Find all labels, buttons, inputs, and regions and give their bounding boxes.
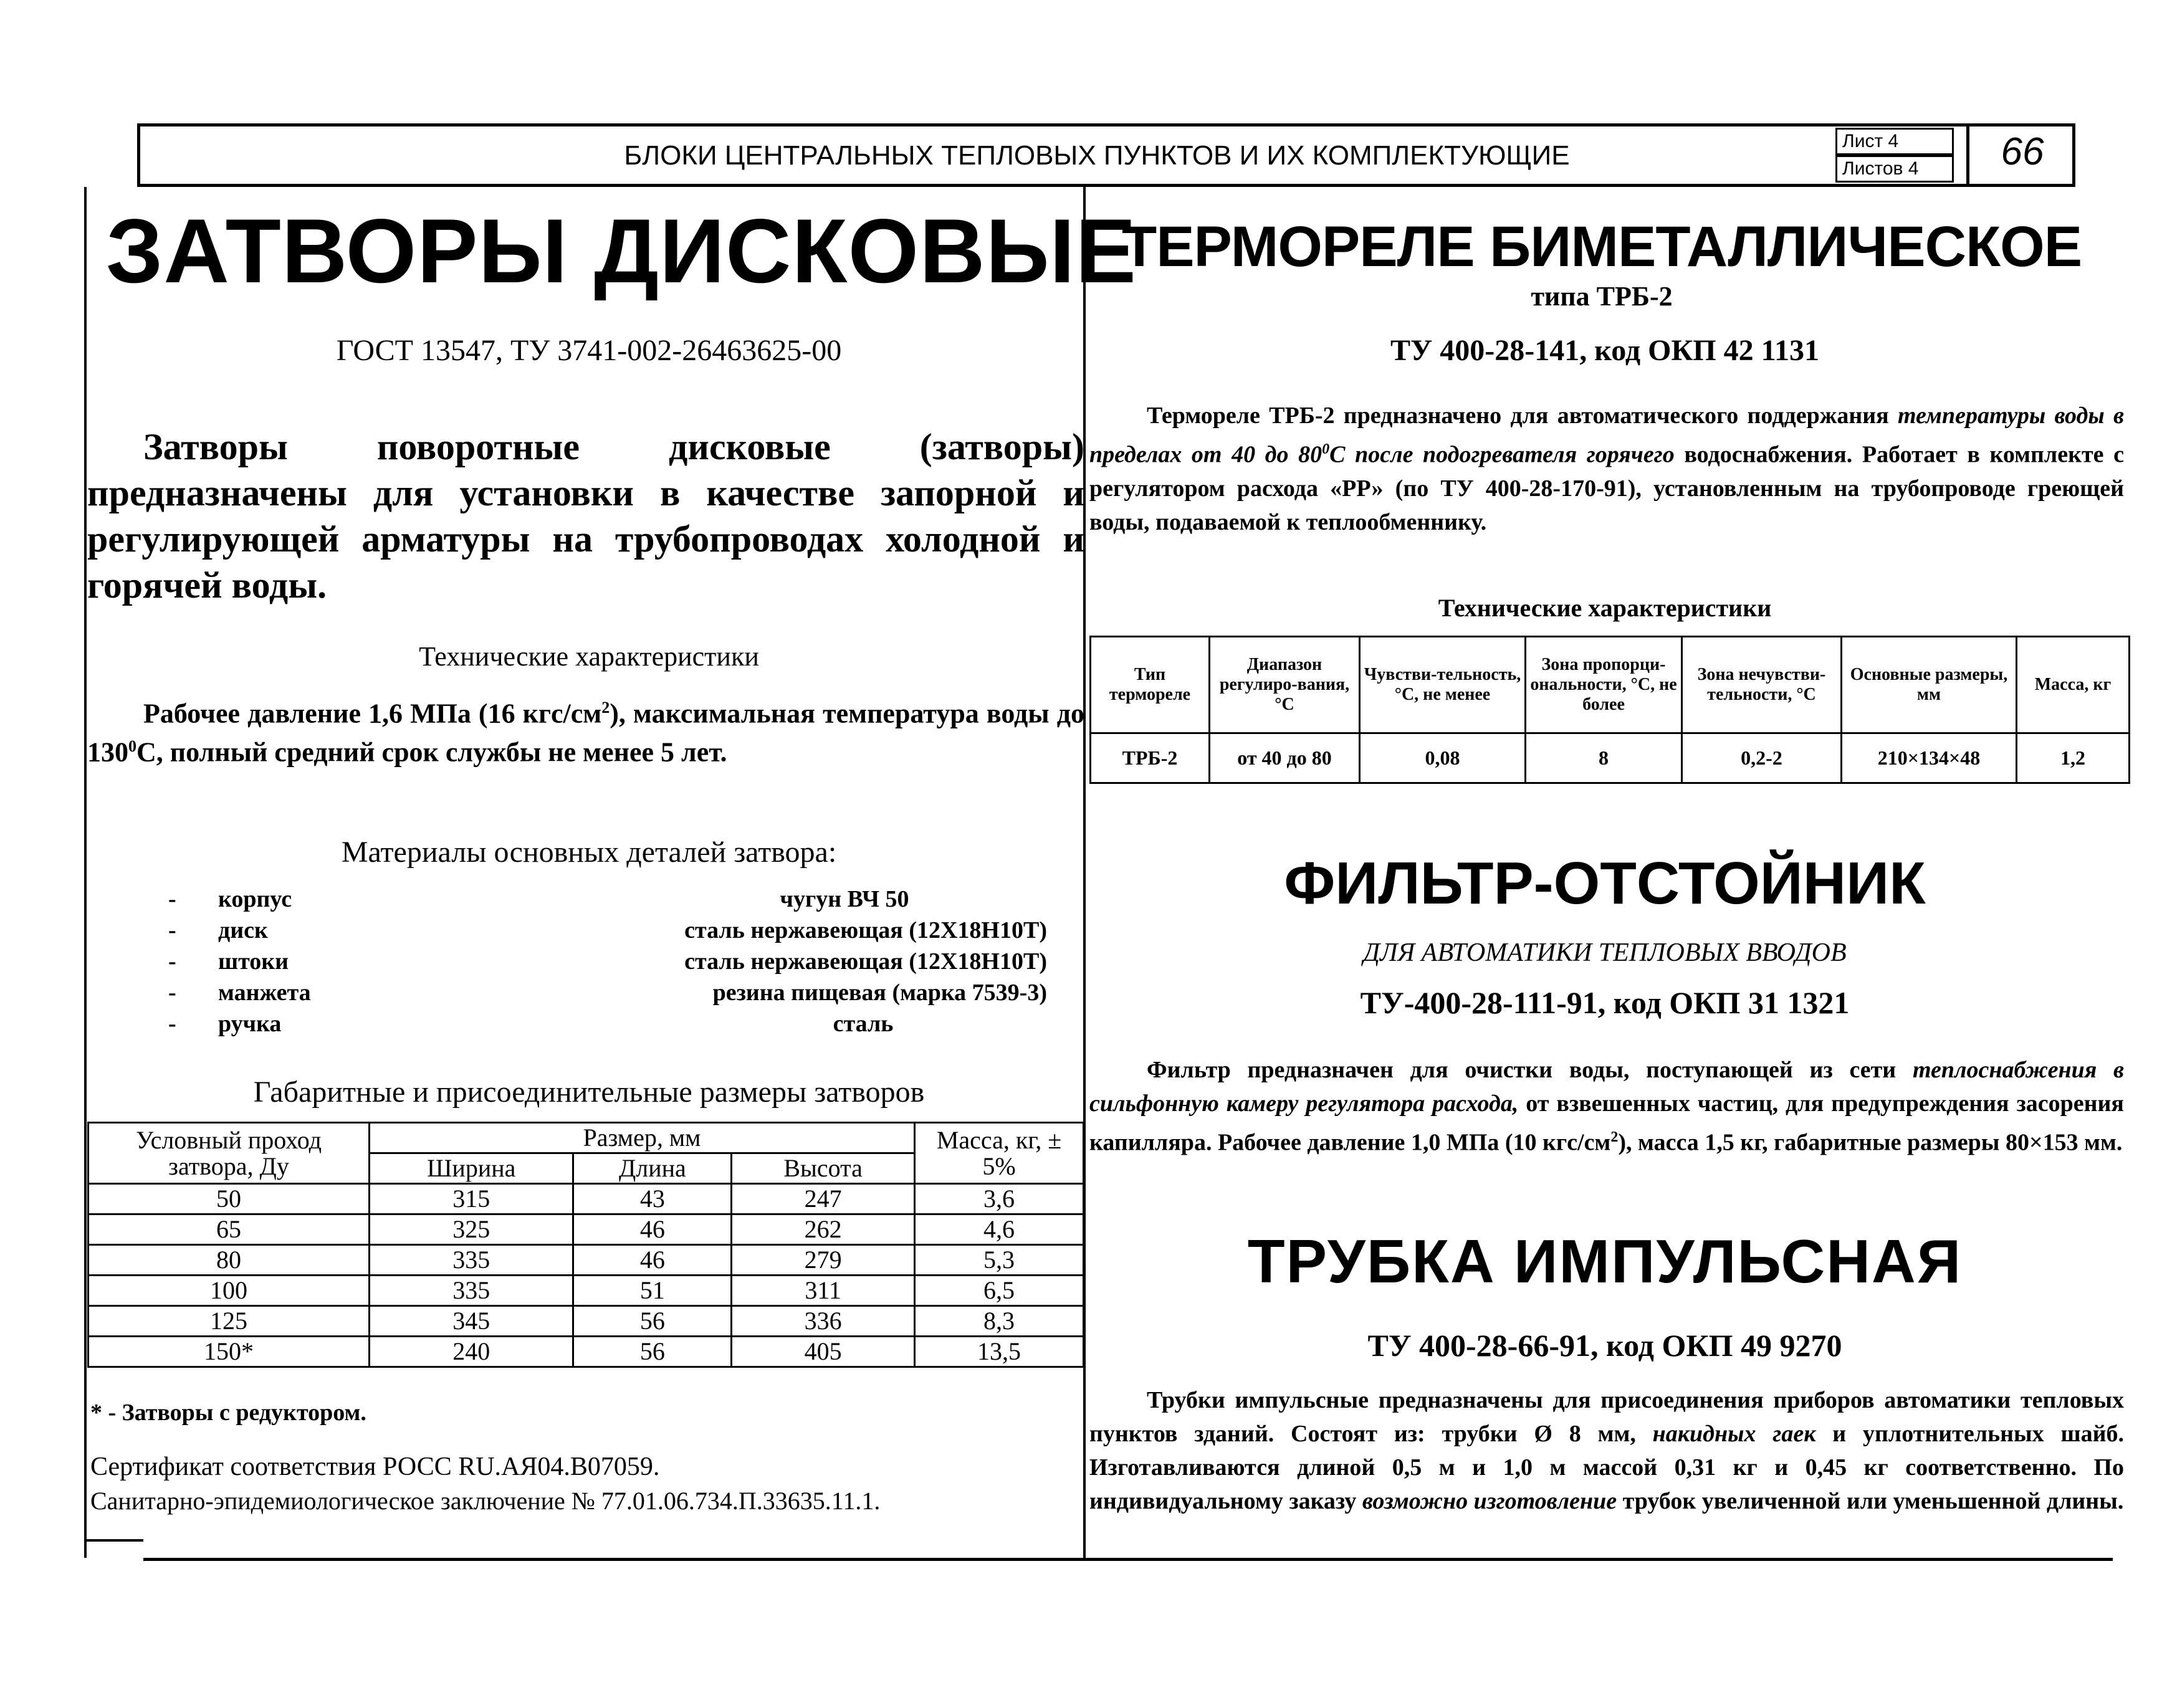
table-cell: 0,08 (1360, 733, 1526, 783)
material-value: резина пищевая (марка 7539-3) (712, 980, 1047, 1006)
table-cell: 4,6 (915, 1214, 1084, 1245)
filter-text (1089, 1053, 2124, 1160)
table-cell: 46 (573, 1214, 732, 1245)
table-cell: 5,3 (915, 1245, 1084, 1276)
thermo-header-mass: Масса, кг (2017, 637, 2130, 733)
material-name: ручка (218, 1011, 282, 1037)
table-cell: 65 (88, 1214, 370, 1245)
thermo-header-range: Диапазон регулиро-вания, °С (1210, 637, 1360, 733)
material-value: чугун ВЧ 50 (780, 886, 909, 912)
table-cell: 247 (732, 1184, 915, 1214)
filter-text-part-2: от взвешенных частиц, для предупреждения засорения капилляра. Рабочее давление 1,0 МПа (10 кгс/см (1089, 1090, 2124, 1156)
material-item (168, 884, 1047, 915)
left-intro: Затворы поворотные дисковые (затворы) предназначены для установки в качестве запорной и регулирующей арматуры на трубопроводах холодной и горячей воды. (87, 426, 1084, 606)
thermo-tech-heading: Технические характеристики (1438, 594, 1772, 622)
table-cell: 335 (370, 1245, 573, 1276)
left-tech-heading: Технические характеристики (419, 641, 759, 672)
tube-text (1089, 1383, 2124, 1518)
table-row (88, 1214, 1084, 1245)
thermo-text-part-1: Термореле ТРБ-2 предназначено для автоматического поддержания (1147, 403, 1898, 429)
table-row (88, 1184, 1084, 1214)
table-cell: 8,3 (915, 1306, 1084, 1337)
table-cell: 262 (732, 1214, 915, 1245)
thermo-standard: ТУ 400-28-141, код ОКП 42 1131 (1390, 334, 1819, 367)
tube-text-part-1: Трубки импульсные предназначены для присоединения приборов автоматики тепловых пунктов зданий. Состоят из: трубки Ø 8 мм, (1089, 1387, 2124, 1447)
table-cell: 150* (88, 1337, 370, 1367)
table-row (1091, 733, 2130, 783)
table-cell: 336 (732, 1306, 915, 1337)
sheets-count-label: Листов 4 (1835, 155, 1954, 183)
tube-text-part-2: и уплотнительных шайб. Изготавливаются длиной 0,5 м и 1,0 м массой 0,31 кг и 0,45 кг соответственно. По индивидуальному заказу (1089, 1421, 2124, 1514)
sheet-label: Лист 4 (1835, 128, 1954, 155)
table-cell: 3,6 (915, 1184, 1084, 1214)
material-item (168, 1008, 1047, 1039)
table-cell: 51 (573, 1276, 732, 1306)
thermo-header-dead-zone: Зона нечувстви-тельности, °С (1682, 637, 1842, 733)
table-cell: 13,5 (915, 1337, 1084, 1367)
tube-text-italic: накидных гаек (1652, 1421, 1816, 1447)
dims-header-length: Длина (573, 1153, 732, 1184)
tube-text-italic-2: возможно изготовление (1362, 1488, 1617, 1514)
table-cell: 56 (573, 1306, 732, 1337)
material-name: штоки (218, 948, 289, 975)
table-cell: 100 (88, 1276, 370, 1306)
dims-header-height: Высота (732, 1153, 915, 1184)
filter-text-part-1: Фильтр предназначен для очистки воды, поступающей из сети (1147, 1057, 1913, 1083)
table-cell: ТРБ-2 (1091, 733, 1210, 783)
table-cell: 335 (370, 1276, 573, 1306)
table-cell: 46 (573, 1245, 732, 1276)
material-dash: - (168, 917, 176, 943)
filter-text-part-3: ), масса 1,5 кг, габаритные размеры 80×153 мм. (1618, 1129, 2123, 1156)
thermo-text-italic-2: С после подогревателя горячего (1329, 441, 1675, 468)
left-tech-part-3: С, полный средний срок службы не менее 5 лет. (136, 737, 727, 768)
left-tech-part-1: Рабочее давление 1,6 МПа (16 кгс/см (143, 698, 602, 729)
table-cell: 50 (88, 1184, 370, 1214)
thermo-header-type: Тип термореле (1091, 637, 1210, 733)
thermo-text-part-2: водоснабжения. Работает в комплекте с регулятором расхода «РР» (по ТУ 400-28-170-91), установленным на трубопроводе греющей воды, подаваемой к теплообменнику. (1089, 441, 2124, 535)
material-value: сталь нержавеющая (12Х18Н10Т) (684, 917, 1047, 943)
filter-subtitle: ДЛЯ АВТОМАТИКИ ТЕПЛОВЫХ ВВОДОВ (1363, 938, 1847, 967)
header-separator (1966, 123, 1969, 187)
table-cell: 279 (732, 1245, 915, 1276)
material-dash: - (168, 886, 176, 912)
table-cell: 405 (732, 1337, 915, 1367)
table-cell: 80 (88, 1245, 370, 1276)
left-title: ЗАТВОРЫ ДИСКОВЫЕ (106, 200, 1137, 302)
filter-title: ФИЛЬТР-ОТСТОЙНИК (1284, 850, 1926, 917)
material-name: корпус (218, 886, 292, 912)
material-dash: - (168, 980, 176, 1006)
thermo-text (1089, 399, 2124, 539)
header-title: БЛОКИ ЦЕНТРАЛЬНЫХ ТЕПЛОВЫХ ПУНКТОВ И ИХ КОМПЛЕКТУЮЩИЕ (624, 140, 1570, 171)
table-cell: 345 (370, 1306, 573, 1337)
left-tech-sup-2: 0 (128, 737, 136, 755)
dims-header-width: Ширина (370, 1153, 573, 1184)
material-item (168, 977, 1047, 1008)
thermo-subtitle: типа ТРБ-2 (1531, 281, 1673, 312)
thermo-table (1089, 636, 2130, 784)
tube-standard: ТУ 400-28-66-91, код ОКП 49 9270 (1367, 1328, 1842, 1363)
materials-heading: Материалы основных деталей затвора: (341, 836, 837, 869)
table-row (88, 1276, 1084, 1306)
dims-table (87, 1122, 1084, 1368)
thermo-header-sensitivity: Чувстви-тельность, °С, не менее (1360, 637, 1526, 733)
left-tech-part-2: ), максимальная температура воды до 130 (87, 698, 1084, 768)
filter-text-sup: 2 (1610, 1129, 1619, 1145)
dims-heading: Габаритные и присоединительные размеры затворов (253, 1076, 925, 1109)
table-cell: 311 (732, 1276, 915, 1306)
dims-header-mass: Масса, кг, ± 5% (915, 1123, 1084, 1184)
page-number: 66 (2001, 130, 2044, 173)
material-value: сталь нержавеющая (12Х18Н10Т) (684, 948, 1047, 975)
material-dash: - (168, 1011, 176, 1037)
thermo-text-italic: температуры воды в пределах от 40 до 80 (1089, 403, 2124, 468)
bottom-border (143, 1558, 2113, 1561)
dims-header-du: Условный проход затвора, Ду (88, 1123, 370, 1184)
left-standard: ГОСТ 13547, ТУ 3741-002-26463625-00 (336, 334, 842, 367)
filter-standard: ТУ-400-28-111-91, код ОКП 31 1321 (1360, 985, 1850, 1020)
certificate-text: Сертификат соответствия РОСС RU.АЯ04.В07059. (90, 1453, 660, 1481)
left-border (84, 187, 87, 1558)
materials-list (168, 884, 1047, 1039)
table-cell: 125 (88, 1306, 370, 1337)
table-cell: 8 (1526, 733, 1682, 783)
table-cell: 43 (573, 1184, 732, 1214)
thermo-header-dimensions: Основные размеры, мм (1842, 637, 2017, 733)
thermo-header-proportional-zone: Зона пропорци-ональности, °С, не более (1526, 637, 1682, 733)
bottom-left-tick (84, 1539, 143, 1542)
material-dash: - (168, 948, 176, 975)
material-value: сталь (833, 1011, 894, 1037)
material-item (168, 946, 1047, 977)
table-cell: 6,5 (915, 1276, 1084, 1306)
left-tech-sup-1: 2 (601, 699, 610, 717)
table-cell: 0,2-2 (1682, 733, 1842, 783)
dims-header-size: Размер, мм (370, 1123, 915, 1153)
table-row (88, 1337, 1084, 1367)
table-cell: 210×134×48 (1842, 733, 2017, 783)
filter-text-italic: теплоснабжения в сильфонную камеру регулятора расхода, (1089, 1057, 2125, 1117)
table-cell: 56 (573, 1337, 732, 1367)
table-row (88, 1306, 1084, 1337)
table-cell: от 40 до 80 (1210, 733, 1360, 783)
table-cell: 1,2 (2017, 733, 2130, 783)
left-footnote: * - Затворы с редуктором. (90, 1400, 366, 1426)
material-item (168, 915, 1047, 946)
thermo-title: ТЕРМОРЕЛЕ БИМЕТАЛЛИЧЕСКОЕ (1122, 215, 2082, 279)
sanitary-text: Санитарно-эпидемиологическое заключение № 77.01.06.734.П.33635.11.1. (90, 1487, 881, 1515)
table-cell: 315 (370, 1184, 573, 1214)
tube-text-part-3: трубок увеличенной или уменьшенной длины. (1617, 1488, 2124, 1514)
material-name: манжета (218, 980, 311, 1006)
table-row (88, 1245, 1084, 1276)
left-tech-text (87, 692, 1084, 768)
thermo-text-sup: 0 (1322, 441, 1330, 457)
table-cell: 240 (370, 1337, 573, 1367)
material-name: диск (218, 917, 268, 943)
tube-title: ТРУБКА ИМПУЛЬСНАЯ (1247, 1227, 1963, 1295)
table-cell: 325 (370, 1214, 573, 1245)
